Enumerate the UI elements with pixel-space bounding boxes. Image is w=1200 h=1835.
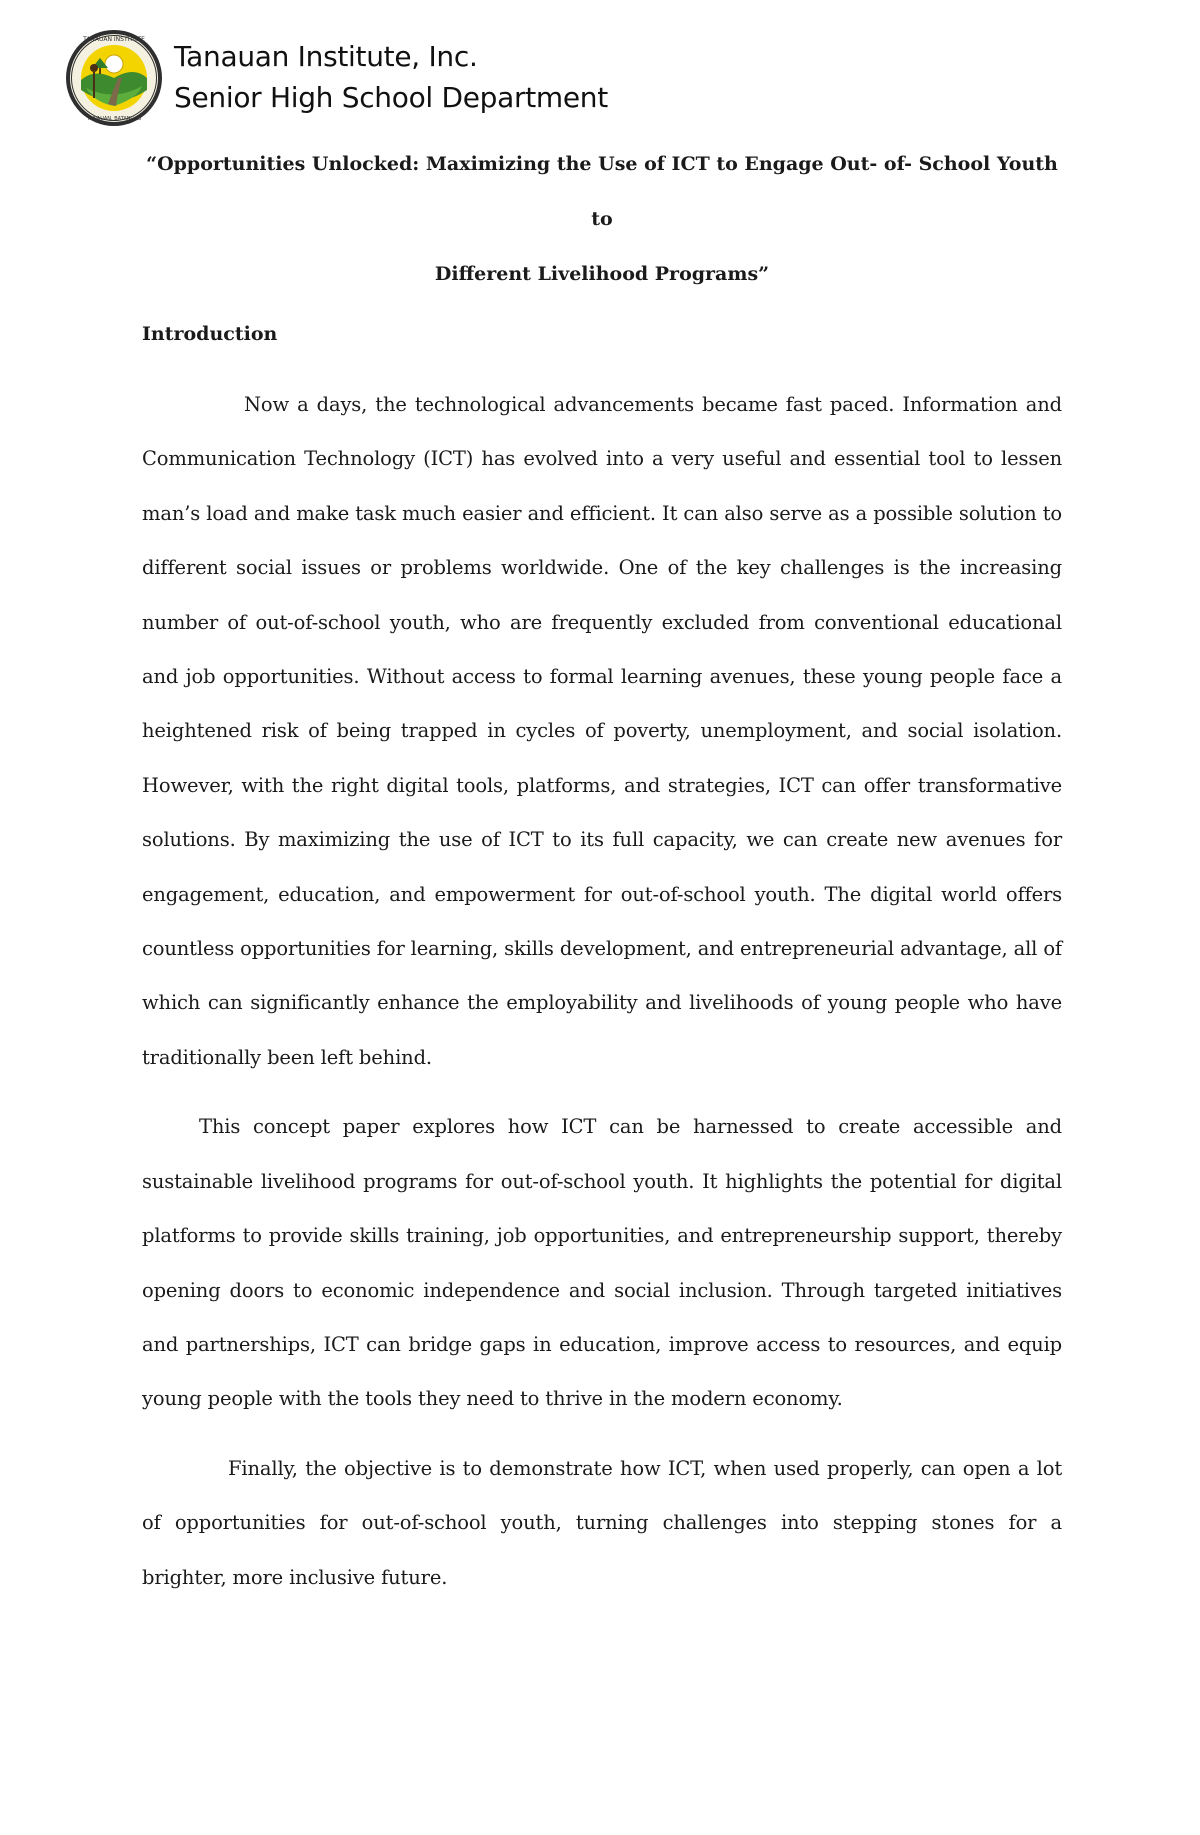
document-body: [142, 137, 1062, 1605]
svg-text:TANAUAN, BATANGAS: TANAUAN, BATANGAS: [86, 116, 142, 122]
paragraph-1: Now a days, the technological advancements became fast paced. Information and Communication Technology (ICT) has evolved into a very useful and essential tool to lessen man’s load and make task much easier and efficient. It can also serve as a possible solution to different social issues or problems worldwide. One of the key challenges is the increasing number of out-of-school youth, who are frequently excluded from conventional educational and job opportunities. Without access to formal learning avenues, these young people face a heightened risk of being trapped in cycles of poverty, unemployment, and social isolation. However, with the right digital tools, platforms, and strategies, ICT can offer transformative solutions. By maximizing the use of ICT to its full capacity, we can create new avenues for engagement, education, and empowerment for out-of-school youth. The digital world offers countless opportunities for learning, skills development, and entrepreneurial advantage, all of which can significantly enhance the employability and livelihoods of young people who have traditionally been left behind.: [142, 393, 1062, 1069]
paragraph-3: Finally, the objective is to demonstrate how ICT, when used properly, can open a lot of opportunities for out-of-school youth, turning challenges into stepping stones for a brighter, more inclusive future.: [142, 1456, 1062, 1589]
org-department-line2: Senior High School Department: [174, 81, 608, 114]
title-line2: Different Livelihood Programs”: [434, 263, 770, 285]
svg-text:TANAUAN INSTITUTE: TANAUAN INSTITUTE: [83, 36, 145, 43]
organization-name: [174, 36, 608, 118]
org-name-line1: Tanauan Institute, Inc.: [174, 40, 478, 73]
title-line1: “Opportunities Unlocked: Maximizing the Use of ICT to Engage Out- of- School Youth to: [146, 153, 1058, 230]
document-title: [142, 137, 1062, 302]
school-seal-logo: [64, 28, 164, 128]
letterhead: [64, 28, 664, 128]
section-heading-introduction: Introduction: [142, 323, 278, 345]
paragraph-2: This concept paper explores how ICT can be harnessed to create accessible and sustainable livelihood programs for out-of-school youth. It highlights the potential for digital platforms to provide skills training, job opportunities, and entrepreneurship support, thereby opening doors to economic independence and social inclusion. Through targeted initiatives and partnerships, ICT can bridge gaps in education, improve access to resources, and equip young people with the tools they need to thrive in the modern economy.: [142, 1115, 1062, 1411]
